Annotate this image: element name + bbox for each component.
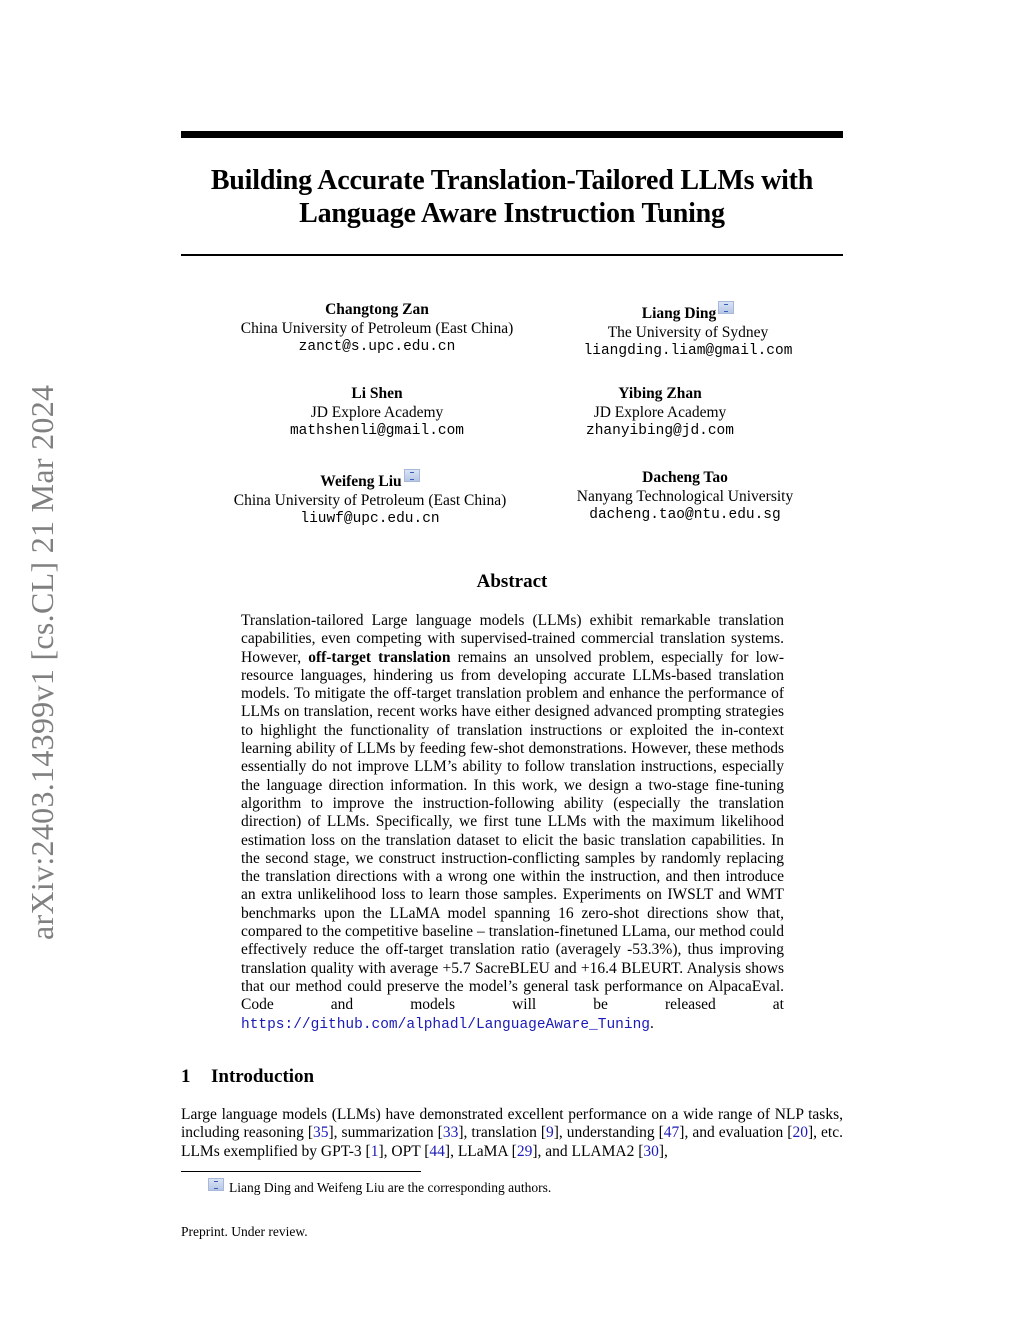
author-block-6	[540, 469, 830, 525]
author-affiliation: China University of Petroleum (East China)	[233, 491, 507, 509]
footnote	[208, 1178, 551, 1196]
intro-text: ], etc. LLMs exemplified by GPT-3 [	[181, 1124, 843, 1160]
abstract-end: .	[649, 1014, 654, 1032]
preprint-note: Preprint. Under review.	[181, 1224, 308, 1239]
section-title: Introduction	[211, 1066, 315, 1087]
author-name-row	[200, 469, 540, 492]
section-heading	[181, 1066, 314, 1088]
intro-text: ], summarization [	[328, 1124, 443, 1142]
intro-text: ], and LLAMA2 [	[532, 1142, 644, 1160]
citation-link[interactable]: 44	[429, 1142, 445, 1160]
author-email[interactable]: dacheng.tao@ntu.edu.sg	[589, 507, 781, 523]
title-bottom-rule	[181, 254, 843, 256]
abstract-body	[241, 612, 784, 1034]
title-line-1: Building Accurate Translation-Tailored LLMs with	[210, 165, 814, 196]
author-affiliation: Nanyang Technological University	[576, 487, 794, 505]
intro-text: ], translation [	[458, 1124, 546, 1142]
author-affiliation: JD Explore Academy	[310, 403, 444, 421]
author-affiliation: The University of Sydney	[607, 323, 769, 341]
intro-paragraph	[181, 1106, 843, 1161]
author-email[interactable]: liuwf@upc.edu.cn	[300, 511, 440, 527]
citation-link[interactable]: 33	[442, 1124, 459, 1142]
abstract-text-2: remains an unsolved problem, especially for low-resource languages, hindering us from developing accurate LLMs-based translation models. To mitigate the off-target translation problem and enhance the performance of LLMs on translation, recent works have either designed advanced prompting strategies to highlight the functionality of translation instructions or exploited the in-context learning ability of LLMs by feeding few-shot demonstrations. However, these methods essentially do not improve LLM’s ability to follow translation instructions, especially the language direction information. In this work, we design a two-stage fine-tuning algorithm to improve the instruction-following ability (especially the translation direction) of LLMs. Specifically, we first tune LLMs with the maximum likelihood estimation loss on the translation dataset to elicit the basic translation capabilities. In the second stage, we construct instruction-conflicting samples by randomly replacing the translation directions with a wrong one within the instruction, and then introduce an extra unlikelihood loss to learn those samples. Experiments on IWSLT and WMT benchmarks upon the LLaMA model spanning 16 zero-shot directions show that, compared to the competitive baseline – translation-finetuned LLama, our method could effectively reduce the off-target translation ratio (averagely -53.3%), thus improving translation quality with average +5.7 SacreBLEU and +16.4 BLEURT. Analysis shows that our method could preserve the model’s general task performance on AlpacaEval. Code and models will be released at	[241, 648, 784, 1014]
intro-text: Large language models (LLMs) have demonstrated excellent performance on a wide range of NLP tasks, including reasoning [	[181, 1106, 843, 1142]
title-line-2: Language Aware Instruction Tuning	[299, 198, 725, 229]
author-affiliation: JD Explore Academy	[593, 403, 727, 421]
citation-link[interactable]: 30	[643, 1142, 659, 1160]
author-name: Li Shen	[351, 385, 403, 402]
footnote-rule	[181, 1171, 421, 1172]
section-number: 1	[181, 1066, 191, 1087]
abstract-heading: Abstract	[476, 571, 548, 592]
corresponding-author-icon	[718, 301, 734, 314]
title-top-rule	[181, 131, 843, 138]
author-name: Yibing Zhan	[618, 385, 702, 402]
author-block-2	[543, 301, 833, 361]
arxiv-stamp: arXiv:2403.14399v1 [cs.CL] 21 Mar 2024	[24, 384, 60, 940]
citation-link[interactable]: 47	[663, 1124, 680, 1142]
paper-title	[181, 164, 843, 230]
author-email[interactable]: liangding.liam@gmail.com	[583, 343, 793, 359]
author-name: Weifeng Liu	[320, 473, 402, 490]
author-email[interactable]: zhanyibing@jd.com	[586, 423, 734, 439]
author-name: Changtong Zan	[325, 301, 429, 318]
code-url-link[interactable]: https://github.com/alphadl/LanguageAware_Tuning	[241, 1016, 650, 1033]
author-affiliation: China University of Petroleum (East China)	[240, 319, 514, 337]
intro-text: ], OPT [	[378, 1142, 430, 1160]
author-block-4	[515, 385, 805, 441]
intro-text: ], understanding [	[553, 1124, 664, 1142]
intro-text: ], and evaluation [	[679, 1124, 793, 1142]
author-email[interactable]: mathshenli@gmail.com	[289, 423, 465, 439]
corresponding-author-icon	[208, 1178, 224, 1191]
author-name: Liang Ding	[641, 305, 717, 322]
citation-link[interactable]: 9	[546, 1124, 554, 1142]
abstract-bold-term: off-target translation	[308, 648, 451, 666]
author-name-row	[543, 301, 833, 324]
author-block-1	[207, 301, 547, 357]
intro-text: ],	[658, 1142, 668, 1160]
citation-link[interactable]: 35	[313, 1124, 329, 1142]
citation-link[interactable]: 29	[516, 1142, 533, 1160]
citation-link[interactable]: 1	[370, 1142, 379, 1160]
author-block-3	[207, 385, 547, 441]
author-name: Dacheng Tao	[642, 469, 728, 486]
intro-text: ], LLaMA [	[444, 1142, 517, 1160]
corresponding-author-icon	[404, 469, 420, 482]
footnote-text: Liang Ding and Weifeng Liu are the corresponding authors.	[229, 1180, 552, 1195]
author-block-5	[200, 469, 540, 529]
citation-link[interactable]: 20	[792, 1124, 808, 1142]
abstract-text-1: Translation-tailored Large language models (LLMs) exhibit remarkable translation capabilities, even competing with supervised-trained commercial translation systems. However,	[241, 612, 784, 666]
author-email[interactable]: zanct@s.upc.edu.cn	[298, 339, 456, 355]
